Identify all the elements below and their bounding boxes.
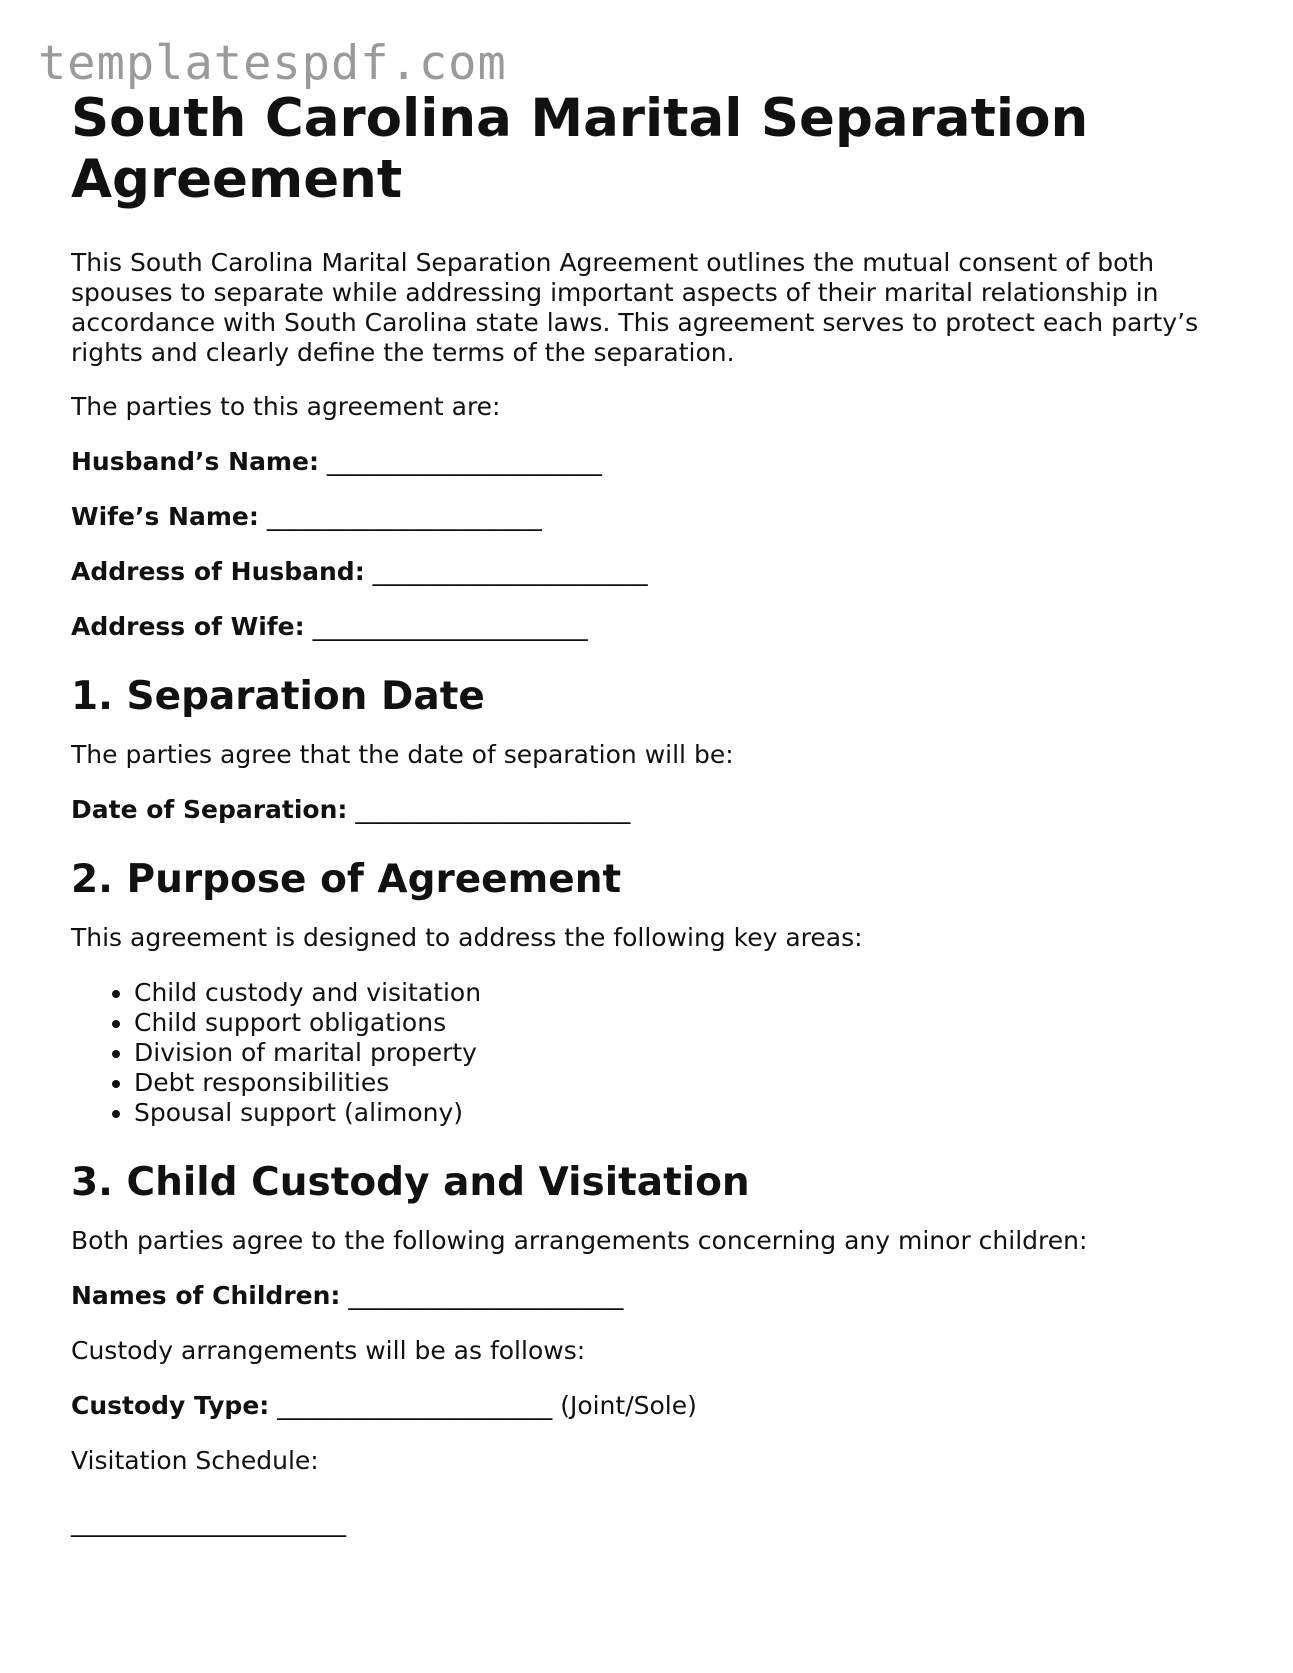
list-item: • Child custody and visitation (134, 978, 1221, 1008)
key-areas-list (71, 978, 1221, 1128)
husband-name-label: Husband’s Name: (71, 447, 319, 476)
wife-name-label: Wife’s Name: (71, 502, 259, 531)
visitation-schedule-field (71, 1508, 1221, 1538)
husband-address-field (71, 557, 1221, 587)
custody-type-blank[interactable]: ______________________ (277, 1391, 553, 1420)
section-2-heading: 2. Purpose of Agreement (71, 857, 622, 902)
watermark: templatespdf.com (38, 36, 507, 91)
section-1-text: The parties agree that the date of separation will be: (71, 740, 734, 769)
document-title: South Carolina Marital Separation Agreement (71, 88, 1089, 210)
husband-name-blank[interactable]: ______________________ (326, 447, 602, 476)
husband-address-label: Address of Husband: (71, 557, 365, 586)
visitation-label: Visitation Schedule: (71, 1446, 319, 1475)
custody-type-label: Custody Type: (71, 1391, 270, 1420)
visitation-schedule-blank[interactable]: ______________________ (71, 1508, 346, 1537)
intro-paragraph: This South Carolina Marital Separation Agreement outlines the mutual consent of both spouses to separate while addressing important aspects of their marital relationship in accordance with South Carolina state laws. This agreement serves to protect each party’s rights and clearly define the terms of the separation. (71, 248, 1199, 367)
wife-name-field (71, 502, 1221, 532)
wife-address-field (71, 612, 1221, 642)
list-item: • Child support obligations (134, 1008, 1221, 1038)
husband-address-blank[interactable]: ______________________ (372, 557, 648, 586)
parties-intro: The parties to this agreement are: (71, 392, 501, 421)
children-names-blank[interactable]: ______________________ (348, 1281, 624, 1310)
wife-name-blank[interactable]: ______________________ (266, 502, 542, 531)
section-3-heading: 3. Child Custody and Visitation (71, 1160, 750, 1205)
custody-type-field (71, 1391, 1221, 1421)
separation-date-label: Date of Separation: (71, 795, 348, 824)
husband-name-field (71, 447, 1221, 477)
children-names-field (71, 1281, 1221, 1311)
document-page (71, 88, 1221, 1563)
section-1-heading: 1. Separation Date (71, 674, 485, 719)
custody-type-note: (Joint/Sole) (560, 1391, 697, 1420)
separation-date-blank[interactable]: ______________________ (355, 795, 631, 824)
custody-text: Custody arrangements will be as follows: (71, 1336, 586, 1365)
wife-address-blank[interactable]: ______________________ (312, 612, 588, 641)
section-3-text: Both parties agree to the following arrangements concerning any minor children: (71, 1226, 1088, 1255)
separation-date-field (71, 795, 1221, 825)
list-item: • Division of marital property (134, 1038, 1221, 1068)
children-names-label: Names of Children: (71, 1281, 341, 1310)
list-item: • Spousal support (alimony) (134, 1098, 1221, 1128)
list-item: • Debt responsibilities (134, 1068, 1221, 1098)
section-2-text: This agreement is designed to address the following key areas: (71, 923, 863, 952)
wife-address-label: Address of Wife: (71, 612, 305, 641)
